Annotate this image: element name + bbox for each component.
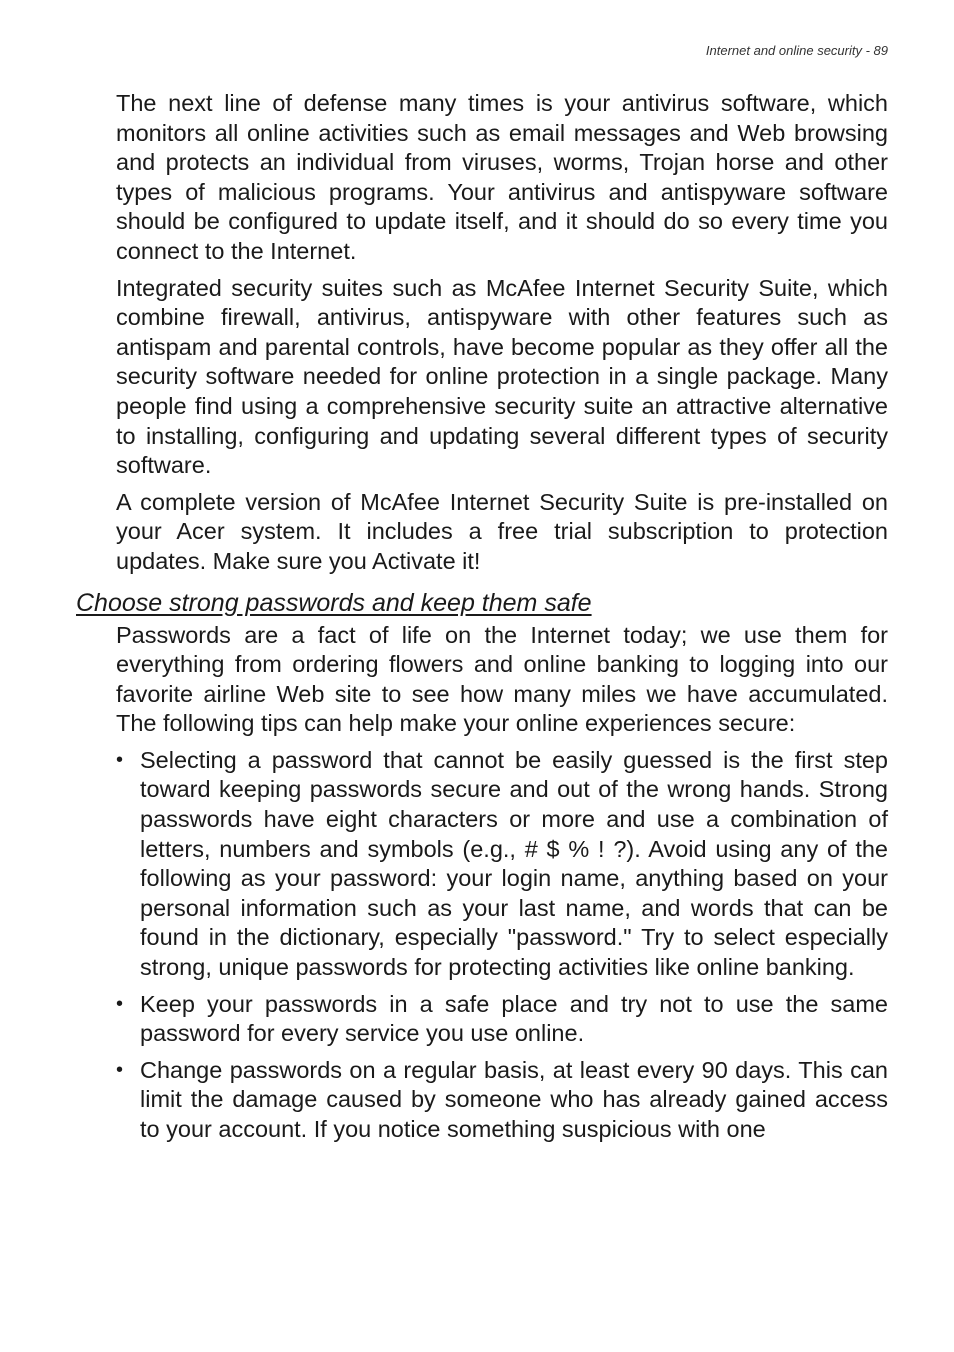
section-heading: Choose strong passwords and keep them safe: [76, 588, 592, 617]
list-item: [116, 746, 888, 983]
list-item: [116, 990, 888, 1049]
bullet-icon: •: [116, 748, 124, 771]
list-item: [116, 1056, 888, 1145]
bullet-icon: •: [116, 992, 124, 1015]
page-content: [76, 89, 888, 1152]
body-paragraph-security-suites: Integrated security suites such as McAfee Internet Security Suite, which combine firewall, antivirus, antispyware with other features such as antispam and parental controls, have become popular as they offer all the security software needed for online protection in a single package. Many people find using a comprehensive security suite an attractive alternative to installing, configuring and updating several different types of security software.: [116, 274, 888, 479]
bullet-icon: •: [116, 1058, 124, 1081]
body-paragraph-mcafee-preinstalled: A complete version of McAfee Internet Security Suite is pre-installed on your Acer system. It includes a free trial subscription to protection updates. Make sure you Activate it!: [116, 488, 888, 574]
running-header: Internet and online security - 89: [705, 43, 888, 58]
list-item-text: Selecting a password that cannot be easily guessed is the first step toward keeping passwords secure and out of the wrong hands. Strong passwords have eight characters or more and use a combination of letters, numbers and symbols (e.g., # $ % ! ?). Avoid using any of the following as your password: your login name, anything based on your personal information such as your last name, and words that can be found in the dictionary, especially "password." Try to select especially strong, unique passwords for protecting activities like online banking.: [140, 746, 888, 981]
body-paragraph-antivirus: The next line of defense many times is your antivirus software, which monitors all online activities such as email messages and Web browsing and protects an individual from viruses, worms, Trojan horse and other types of malicious programs. Your antivirus and antispyware software should be configured to update itself, and it should do so every time you connect to the Internet.: [116, 90, 888, 264]
list-item-text: Change passwords on a regular basis, at least every 90 days. This can limit the damage caused by someone who has already gained access to your account. If you notice something suspicious with one: [140, 1056, 888, 1142]
list-item-text: Keep your passwords in a safe place and try not to use the same password for every service you use online.: [140, 990, 888, 1047]
password-tips-list: [116, 746, 888, 1145]
section-intro-paragraph: Passwords are a fact of life on the Internet today; we use them for everything from ordering flowers and online banking to logging into our favorite airline Web site to see how many miles we have accumulated. The following tips can help make your online experiences secure:: [116, 621, 888, 737]
